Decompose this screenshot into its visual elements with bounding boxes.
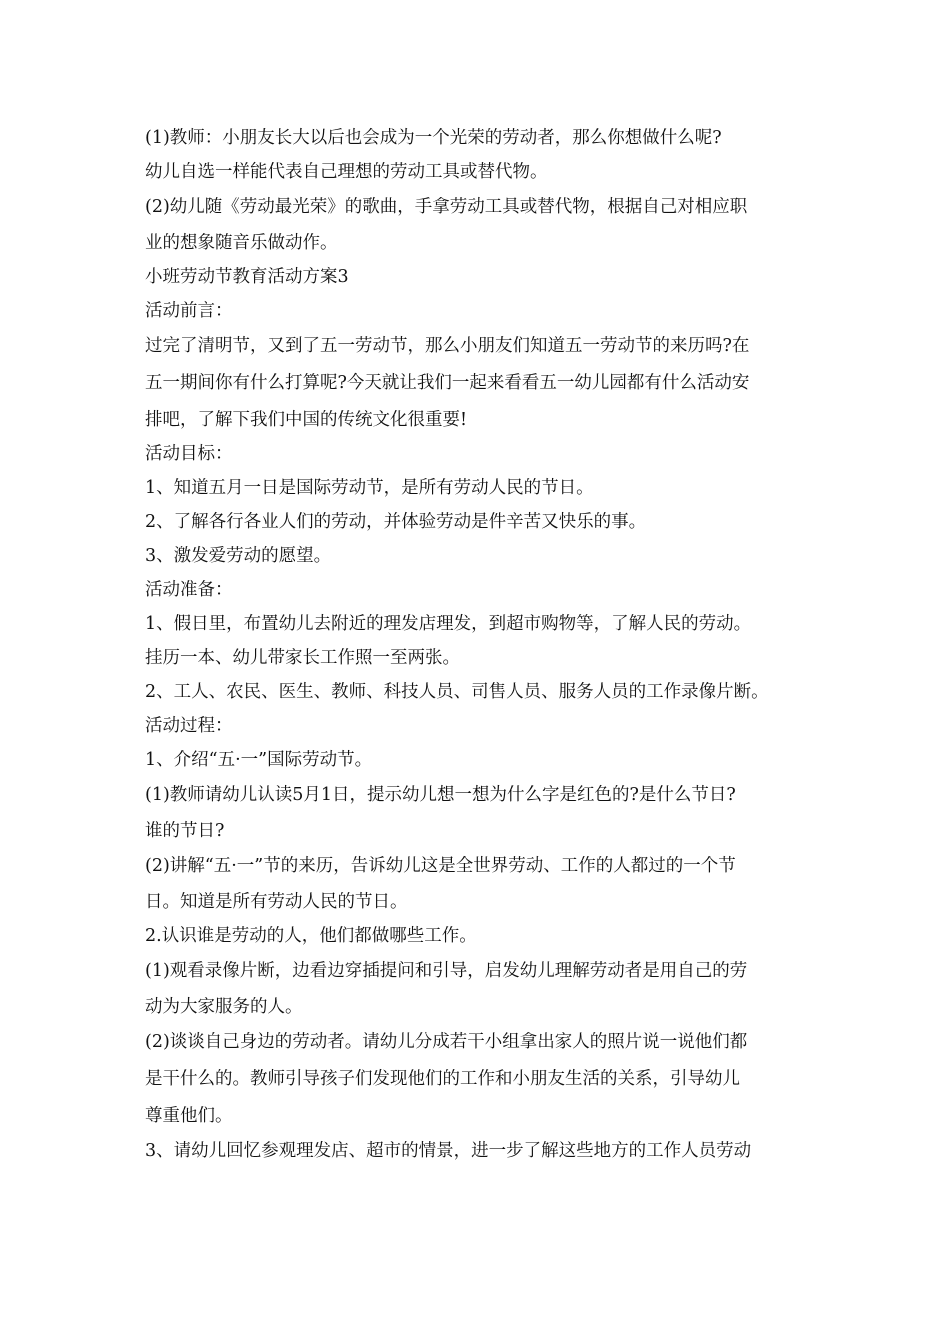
text-line: (1)教师：小朋友长大以后也会成为一个光荣的劳动者，那么你想做什么呢? (145, 128, 722, 148)
text-line: 1、知道五月一日是国际劳动节，是所有劳动人民的节日。 (145, 477, 594, 498)
section-heading: 小班劳动节教育活动方案3 (145, 267, 349, 288)
text-line: 活动准备： (145, 579, 233, 600)
text-line: 3、请幼儿回忆参观理发店、超市的情景，进一步了解这些地方的工作人员劳动 (145, 1140, 752, 1161)
text-line: (2)幼儿随《劳动最光荣》的歌曲，手拿劳动工具或替代物，根据自己对相应职 (145, 197, 748, 217)
text-line: 排吧，了解下我们中国的传统文化很重要! (145, 409, 468, 430)
text-line: (2)谈谈自己身边的劳动者。请幼儿分成若干小组拿出家人的照片说一说他们都 (145, 1032, 748, 1053)
text-line: 活动目标： (145, 443, 233, 464)
text-line: 3、激发爱劳动的愿望。 (145, 545, 332, 566)
text-line: 过完了清明节，又到了五一劳动节，那么小朋友们知道五一劳动节的来历吗?在 (145, 336, 750, 357)
text-line: 五一期间你有什么打算呢?今天就让我们一起来看看五一幼儿园都有什么活动安 (145, 373, 750, 394)
text-line: 业的想象随音乐做动作。 (145, 233, 338, 254)
text-line: 挂历一本、幼儿带家长工作照一至两张。 (145, 647, 460, 668)
text-line: (2)讲解“五·一”节的来历，告诉幼儿这是全世界劳动、工作的人都过的一个节 (145, 855, 736, 876)
text-line: 动为大家服务的人。 (145, 997, 303, 1018)
text-line: 日。知道是所有劳动人民的节日。 (145, 891, 408, 912)
text-line: 2.认识谁是劳动的人，他们都做哪些工作。 (145, 925, 477, 946)
text-line: 活动前言： (145, 301, 233, 322)
text-line: 1、介绍“五·一”国际劳动节。 (145, 749, 373, 770)
text-line: 2、工人、农民、医生、教师、科技人员、司售人员、服务人员的工作录像片断。 (145, 681, 769, 702)
text-line: (1)观看录像片断，边看边穿插提问和引导，启发幼儿理解劳动者是用自己的劳 (145, 960, 748, 981)
text-line: 尊重他们。 (145, 1105, 233, 1126)
document-body (145, 121, 825, 1170)
text-line: 活动过程： (145, 715, 233, 736)
text-line: (1)教师请幼儿认读5月1日，提示幼儿想一想为什么字是红色的?是什么节日? (145, 784, 736, 805)
text-line: 2、了解各行各业人们的劳动，并体验劳动是件辛苦又快乐的事。 (145, 511, 647, 532)
text-line: 谁的节日? (145, 820, 225, 841)
text-line: 幼儿自选一样能代表自己理想的劳动工具或替代物。 (145, 162, 548, 182)
text-line: 1、假日里，布置幼儿去附近的理发店理发，到超市购物等，了解人民的劳动。 (145, 613, 752, 634)
text-line: 是干什么的。教师引导孩子们发现他们的工作和小朋友生活的关系，引导幼儿 (145, 1069, 740, 1090)
